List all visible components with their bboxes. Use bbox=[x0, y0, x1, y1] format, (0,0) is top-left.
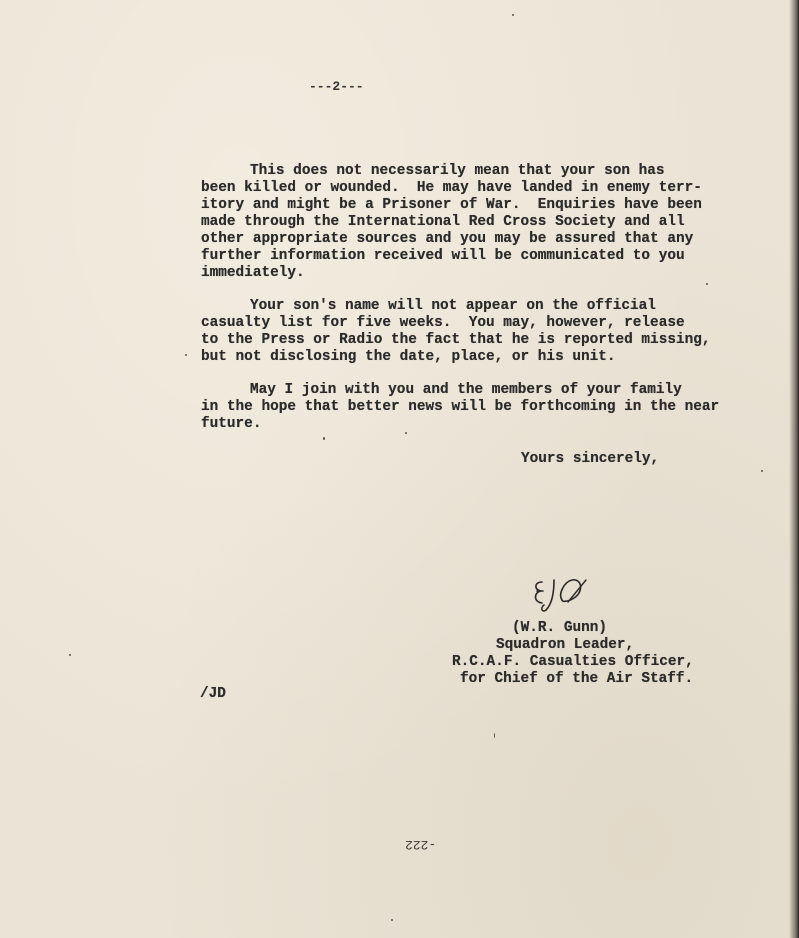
paragraph-line: in the hope that better news will be forthcoming in the near bbox=[201, 399, 720, 415]
signatory-rank: Squadron Leader, bbox=[496, 637, 635, 653]
paragraph-line: but not disclosing the date, place, or his unit. bbox=[201, 349, 616, 365]
paragraph-line: May I join with you and the members of your family bbox=[250, 382, 682, 398]
handwritten-signature bbox=[528, 572, 592, 616]
paper-speck bbox=[405, 432, 407, 434]
signatory-name: (W.R. Gunn) bbox=[512, 620, 607, 636]
paragraph-line: made through the International Red Cross Society and all bbox=[201, 214, 685, 230]
page-number: ---2--- bbox=[309, 79, 364, 94]
paragraph-line: to the Press or Radio the fact that he is reported missing, bbox=[201, 332, 711, 348]
stamp-number: -222 bbox=[405, 837, 437, 852]
closing: Yours sincerely, bbox=[521, 451, 660, 467]
page-edge-shadow bbox=[789, 0, 799, 938]
paragraph-line: immediately. bbox=[201, 265, 305, 281]
paragraph-line: Your son's name will not appear on the official bbox=[250, 298, 656, 314]
paper-speck bbox=[69, 654, 71, 656]
paragraph-line: other appropriate sources and you may be assured that any bbox=[201, 231, 694, 247]
paper-speck bbox=[761, 470, 763, 472]
paragraph-line: been killed or wounded. He may have landed in enemy terr- bbox=[201, 180, 702, 196]
paper-speck bbox=[323, 437, 325, 440]
paper-speck bbox=[494, 733, 495, 738]
paragraph-line: This does not necessarily mean that your son has bbox=[250, 163, 665, 179]
signatory-title: R.C.A.F. Casualties Officer, bbox=[452, 654, 694, 670]
paragraph-line: future. bbox=[201, 416, 262, 432]
reference-initials: /JD bbox=[200, 686, 226, 702]
paper-speck bbox=[185, 354, 187, 356]
paper-speck bbox=[512, 14, 514, 16]
paragraph-line: casualty list for five weeks. You may, however, release bbox=[201, 315, 685, 331]
signatory-on-behalf: for Chief of the Air Staff. bbox=[460, 671, 694, 687]
paragraph-line: further information received will be communicated to you bbox=[201, 248, 685, 264]
paragraph-line: itory and might be a Prisoner of War. Enquiries have been bbox=[201, 197, 702, 213]
paper-speck bbox=[706, 283, 708, 285]
paper-speck bbox=[391, 919, 393, 921]
